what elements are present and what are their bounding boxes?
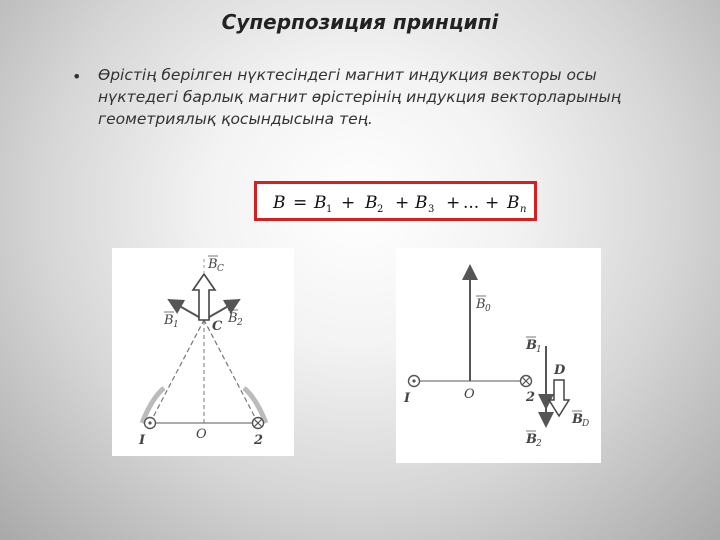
label-wire-2: 2	[254, 433, 264, 448]
label-wire-1-right: I	[404, 391, 411, 406]
label-c: C	[212, 319, 223, 334]
slide-title: Суперпозиция принципі	[221, 10, 499, 34]
wire-1-center	[148, 421, 151, 424]
formula-plus-4: +	[485, 193, 500, 213]
formula-plus-2: +	[395, 193, 410, 213]
label-b1: B	[164, 313, 174, 328]
label-b2: B	[228, 311, 238, 326]
label-bd: B	[572, 412, 583, 427]
formula-term-2-sub: 2	[377, 204, 384, 215]
label-b2-right: B	[526, 432, 537, 447]
formula-term-3: B	[415, 193, 428, 213]
formula-ellipsis: ...	[463, 193, 480, 213]
label-b1-sub: 1	[173, 320, 179, 330]
formula-term-1-sub: 1	[326, 204, 333, 215]
label-bc: B	[208, 257, 218, 272]
formula-plus-1: +	[341, 193, 356, 213]
bullet-text: Өрістің берілген нүктесіндегі магнит индукция векторы осы нүктедегі барлық магнит өрістерінің индукция векторларының геометриялық қосындысына тең.	[98, 66, 621, 128]
label-b1-right: B	[526, 338, 537, 353]
formula-term-2: B	[365, 193, 378, 213]
wire-1-center-right	[412, 379, 415, 382]
label-b0-sub: 0	[485, 304, 491, 314]
label-wire-2-right: 2	[526, 390, 536, 405]
formula-lhs: B	[273, 193, 286, 213]
side-line-1	[150, 320, 204, 423]
formula-equals: =	[293, 193, 308, 213]
formula-term-1: B	[314, 193, 327, 213]
label-origin: O	[196, 427, 207, 442]
label-b0: B	[476, 297, 486, 312]
figure-point-c	[112, 248, 294, 456]
bc-arrow	[193, 274, 215, 320]
label-bd-sub: D	[582, 419, 590, 429]
figure-point-d	[396, 248, 601, 463]
label-origin-right: O	[464, 387, 475, 402]
label-wire-1: I	[139, 433, 146, 448]
label-bc-sub: C	[217, 264, 224, 274]
formula-term-3-sub: 3	[428, 204, 435, 215]
label-b2-sub: 2	[237, 318, 243, 328]
label-d: D	[554, 363, 566, 378]
label-b2-right-sub: 2	[536, 439, 542, 449]
formula-plus-3: +	[446, 193, 461, 213]
formula-term-n-sub: n	[520, 204, 527, 215]
superposition-formula	[254, 181, 537, 221]
label-b1-right-sub: 1	[536, 345, 542, 355]
side-line-2	[204, 320, 258, 423]
bullet-marker: •	[72, 67, 82, 86]
formula-term-n: B	[507, 193, 520, 213]
bd-arrow	[549, 380, 569, 416]
